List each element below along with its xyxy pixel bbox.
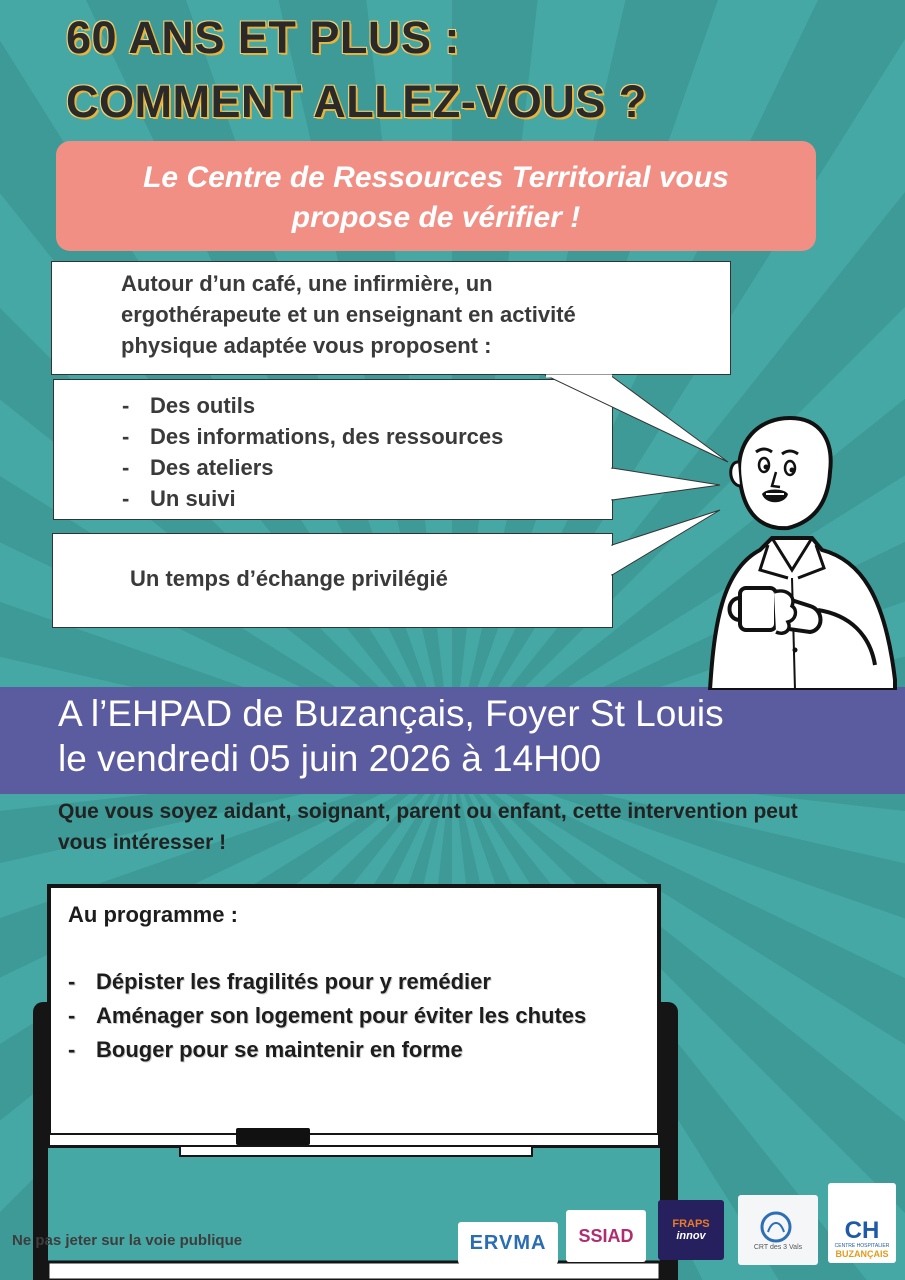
page-title-line-2: COMMENT ALLEZ-VOUS ? — [66, 76, 647, 127]
hospital-logo: CH CENTRE HOSPITALIER BUZANÇAIS — [828, 1183, 896, 1263]
crt-logo: CRT des 3 Vals — [738, 1195, 818, 1265]
ssiad-logo: SSIAD — [566, 1210, 646, 1262]
bubble-line-2: ergothérapeute et un enseignant en activité — [121, 302, 576, 327]
offer-list-item: - Un suivi — [122, 486, 236, 511]
offer-list-item: - Des ateliers — [122, 455, 274, 480]
person-illustration — [700, 410, 905, 690]
program-list-item: - Aménager son logement pour éviter les chutes — [68, 1003, 587, 1028]
bubble-line-1: Autour d’un café, une infirmière, un — [121, 271, 493, 296]
event-location: A l’EHPAD de Buzançais, Foyer St Louis — [58, 693, 724, 734]
program-title: Au programme : — [68, 902, 238, 927]
audience-text: Que vous soyez aidant, soignant, parent ou enfant, cette intervention peut vous intéresser ! — [58, 800, 798, 854]
event-date: le vendredi 05 juin 2026 à 14H00 — [58, 738, 602, 779]
fraps-logo: FRAPS innov — [658, 1200, 724, 1260]
intro-banner-line-2: propose de vérifier ! — [291, 201, 581, 234]
program-list-item: - Bouger pour se maintenir en forme — [68, 1037, 463, 1062]
footer-note: Ne pas jeter sur la voie publique — [12, 1232, 243, 1249]
crt-emblem-icon — [758, 1210, 798, 1244]
offer-list-item: - Des informations, des ressources — [122, 424, 504, 449]
bubble-exchange-text: Un temps d’échange privilégié — [130, 566, 448, 591]
ervma-logo: ERVMA — [458, 1222, 558, 1264]
bubble-line-3: physique adaptée vous proposent : — [121, 333, 492, 358]
intro-banner-line-1: Le Centre de Ressources Territorial vous — [143, 161, 729, 194]
program-content — [68, 902, 586, 1067]
offer-list-item: - Des outils — [122, 393, 256, 418]
page-title-line-1: 60 ANS ET PLUS : — [66, 12, 460, 63]
program-list-item: - Dépister les fragilités pour y remédier — [68, 969, 491, 994]
